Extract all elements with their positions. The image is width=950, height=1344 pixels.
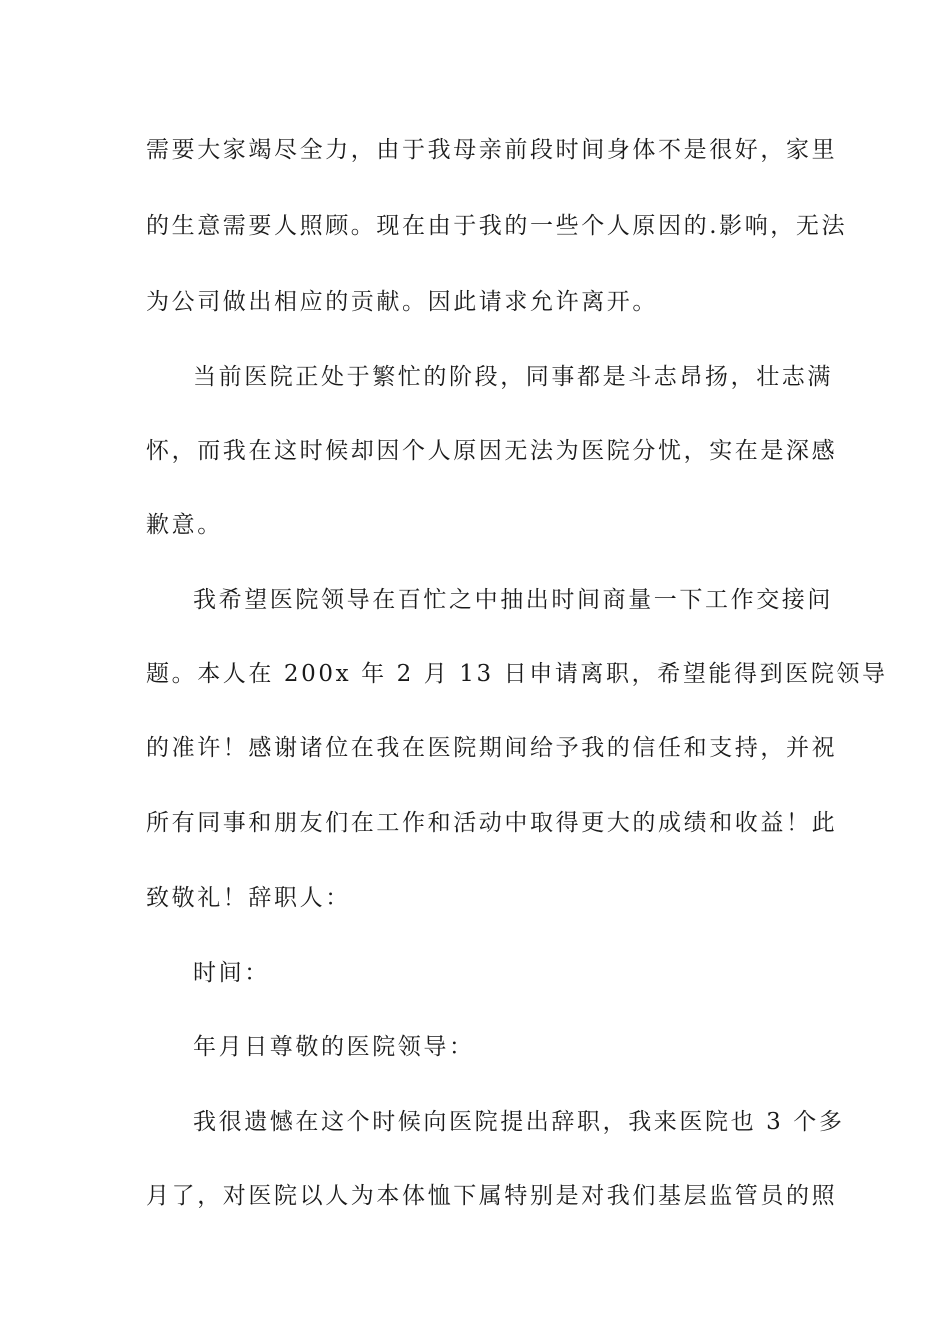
paragraph-start-line: 时间： [193,960,270,986]
text-line: 为公司做出相应的贡献。因此请求允许离开。 [146,289,658,315]
text-line: 致敬礼！辞职人： [146,885,351,911]
text-line: 题。本人在 200x 年 2 月 13 日申请离职，希望能得到医院领导 [146,661,888,687]
text-line: 歉意。 [146,512,223,538]
paragraph-start-line: 当前医院正处于繁忙的阶段，同事都是斗志昂扬，壮志满 [193,364,833,390]
paragraph-start-line: 我希望医院领导在百忙之中抽出时间商量一下工作交接问 [193,587,833,613]
text-line: 的生意需要人照顾。现在由于我的一些个人原因的.影响，无法 [146,213,848,239]
text-line: 的准许！感谢诸位在我在医院期间给予我的信任和支持，并祝 [146,735,838,761]
text-line: 怀，而我在这时候却因个人原因无法为医院分忧，实在是深感 [146,438,838,464]
text-line: 月了，对医院以人为本体恤下属特别是对我们基层监管员的照 [146,1183,838,1209]
paragraph-start-line: 我很遗憾在这个时候向医院提出辞职，我来医院也 3 个多 [193,1109,845,1135]
text-line: 需要大家竭尽全力，由于我母亲前段时间身体不是很好，家里 [146,137,838,163]
salutation-line: 年月日尊敬的医院领导： [193,1034,475,1060]
text-line: 所有同事和朋友们在工作和活动中取得更大的成绩和收益！此 [146,810,838,836]
